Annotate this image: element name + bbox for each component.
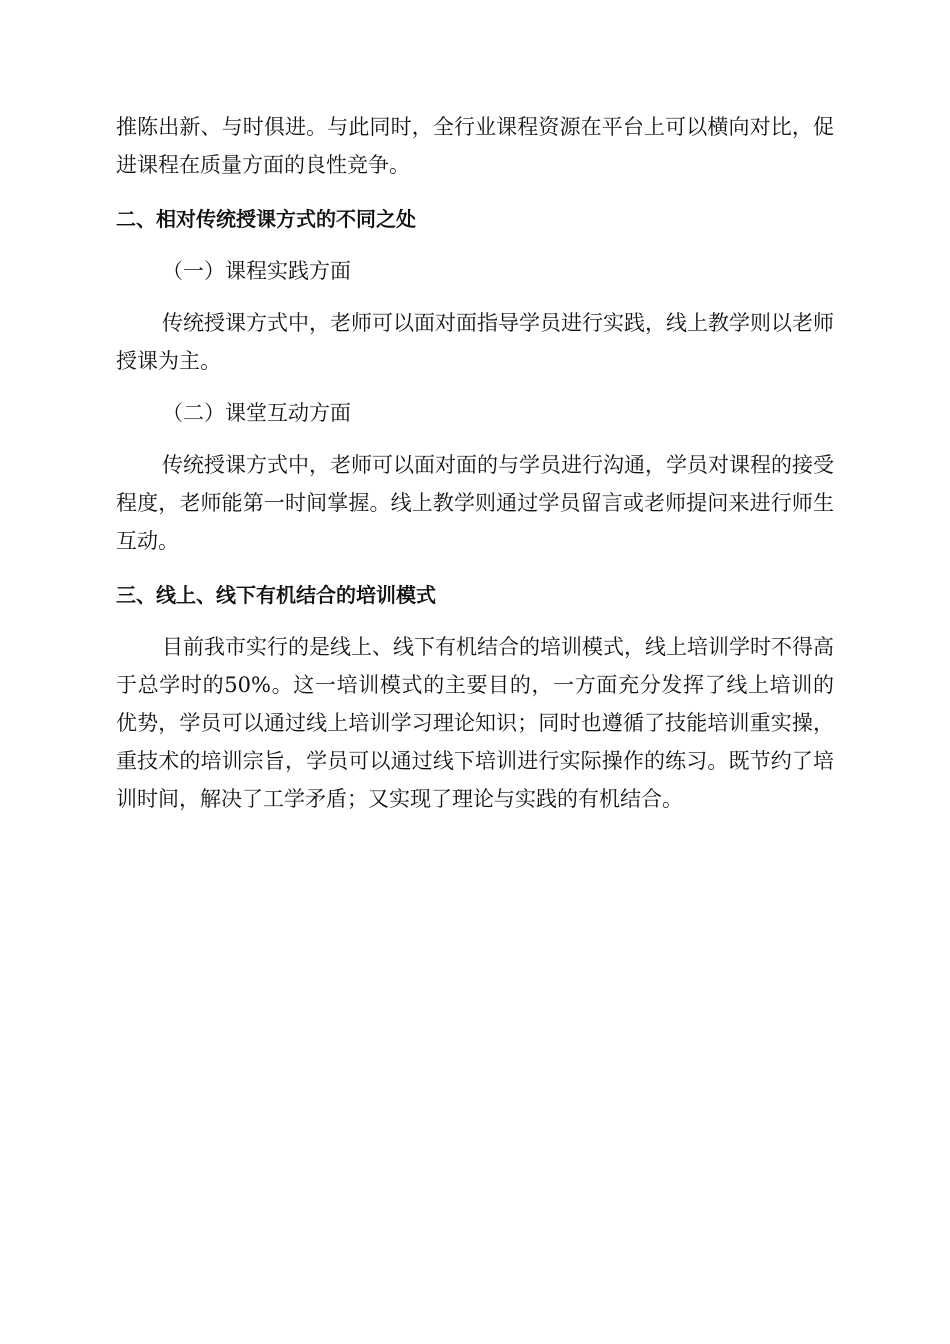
section-2-subheading-1: （一）课程实践方面 <box>162 259 351 283</box>
section-2-paragraph-2: 传统授课方式中，老师可以面对面的与学员进行沟通，学员对课程的接受程度，老师能第一时间掌握。线上教学则通过学员留言或老师提问来进行师生互动。 <box>116 453 834 553</box>
section-2-heading: 二、相对传统授课方式的不同之处 <box>116 207 416 231</box>
intro-paragraph: 推陈出新、与时俱进。与此同时，全行业课程资源在平台上可以横向对比，促进课程在质量方面的良性竞争。 <box>116 115 834 177</box>
section-2-paragraph-1: 传统授课方式中，老师可以面对面指导学员进行实践，线上教学则以老师授课为主。 <box>116 311 834 373</box>
section-3-heading: 三、线上、线下有机结合的培训模式 <box>116 583 436 607</box>
document-body <box>116 108 834 818</box>
section-3-paragraph: 目前我市实行的是线上、线下有机结合的培训模式，线上培训学时不得高于总学时的50%。这一培训模式的主要目的，一方面充分发挥了线上培训的优势，学员可以通过线上培训学习理论知识；同时也遵循了技能培训重实操，重技术的培训宗旨，学员可以通过线下培训进行实际操作的练习。既节约了培训时间，解决了工学矛盾；又实现了理论与实践的有机结合。 <box>116 635 834 811</box>
section-2-subheading-2: （二）课堂互动方面 <box>162 401 351 425</box>
